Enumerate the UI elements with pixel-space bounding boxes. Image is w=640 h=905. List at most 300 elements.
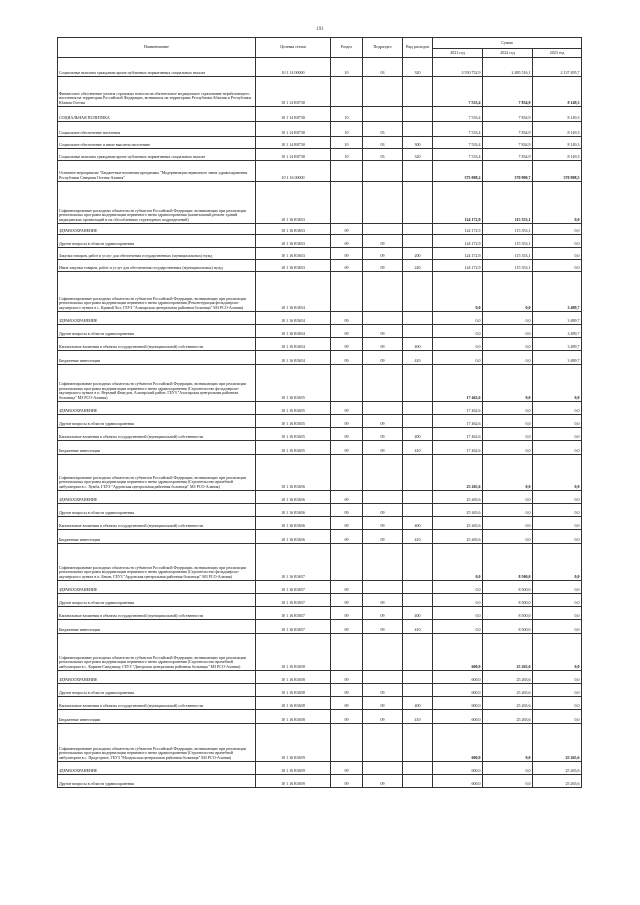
row-code: 10 1 16 R3657 bbox=[256, 620, 331, 634]
row-code: 10 1 16 R3655 bbox=[256, 441, 331, 455]
row-code: 10 1 16 R3656 bbox=[256, 491, 331, 504]
table-row bbox=[58, 517, 582, 530]
table-row bbox=[58, 697, 582, 710]
row-section: 09 bbox=[331, 235, 363, 248]
row-sum-2022: 7 834,9 bbox=[483, 77, 533, 107]
table-row bbox=[58, 260, 582, 272]
header-expense-type: Вид расходов bbox=[403, 38, 433, 58]
row-sum-2023: 3 489,7 bbox=[533, 351, 582, 365]
row-sum-2022: 25 265,6 bbox=[483, 697, 533, 710]
row-sum-2021: 600,0 bbox=[433, 634, 483, 671]
table-row bbox=[58, 224, 582, 235]
row-expense-type bbox=[403, 684, 433, 697]
row-sum-2023: 25 265,6 bbox=[533, 775, 582, 788]
row-expense-type bbox=[403, 365, 433, 402]
row-code: 10 1 16 R3653 bbox=[256, 235, 331, 248]
row-section: 09 bbox=[331, 351, 363, 365]
row-expense-type: 410 bbox=[403, 351, 433, 365]
row-section bbox=[331, 455, 363, 491]
row-subsection: 03 bbox=[363, 122, 403, 137]
row-sum-2023: 0,0 bbox=[533, 620, 582, 634]
row-sum-2021: 7 533,4 bbox=[433, 137, 483, 149]
table-body bbox=[58, 58, 582, 788]
row-code: 10 1 16 R3654 bbox=[256, 312, 331, 325]
row-sum-2023: 0,0 bbox=[533, 697, 582, 710]
row-sum-2021: 25 265,6 bbox=[433, 530, 483, 544]
row-section bbox=[331, 365, 363, 402]
row-sum-2022: 2 485 516,1 bbox=[483, 58, 533, 77]
table-row bbox=[58, 607, 582, 620]
row-expense-type: 410 bbox=[403, 620, 433, 634]
row-sum-2022: 0,0 bbox=[483, 365, 533, 402]
row-sum-2021: 3 550 752,9 bbox=[433, 58, 483, 77]
row-sum-2023: 0,0 bbox=[533, 365, 582, 402]
row-subsection: 09 bbox=[363, 248, 403, 260]
row-sum-2022: 115 353,1 bbox=[483, 224, 533, 235]
row-code: 10 1 16 R3656 bbox=[256, 455, 331, 491]
row-code: 10 1 16 R3655 bbox=[256, 428, 331, 441]
row-name: Социальное обеспечение населения bbox=[58, 122, 256, 137]
row-subsection bbox=[363, 491, 403, 504]
row-sum-2021: 7 533,4 bbox=[433, 122, 483, 137]
row-name: Капитальные вложения в объекты государственной (муниципальной) собственности bbox=[58, 338, 256, 351]
row-code: 10 1 14 R0730 bbox=[256, 137, 331, 149]
row-name: Капитальные вложения в объекты государственной (муниципальной) собственности bbox=[58, 517, 256, 530]
row-expense-type: 320 bbox=[403, 58, 433, 77]
row-name: Закупка товаров, работ и услуг для обеспечения государственных (муниципальных) нужд bbox=[58, 248, 256, 260]
row-section: 09 bbox=[331, 248, 363, 260]
row-sum-2021: 0,0 bbox=[433, 325, 483, 338]
row-code: 10 1 16 R3654 bbox=[256, 272, 331, 312]
row-name: Социальные выплаты гражданам кроме публичных нормативных социальных выплат bbox=[58, 58, 256, 77]
row-section: 09 bbox=[331, 260, 363, 272]
row-name: ЗДРАВООХРАНЕНИЕ bbox=[58, 402, 256, 415]
row-name: ЗДРАВООХРАНЕНИЕ bbox=[58, 491, 256, 504]
row-expense-type: 200 bbox=[403, 248, 433, 260]
row-sum-2023: 2 137 495,7 bbox=[533, 58, 582, 77]
row-code: 10 1 16 R3659 bbox=[256, 762, 331, 775]
row-name: Капитальные вложения в объекты государственной (муниципальной) собственности bbox=[58, 607, 256, 620]
row-sum-2021: 25 265,6 bbox=[433, 455, 483, 491]
row-name: Иные закупки товаров, работ и услуг для обеспечения государственных (муниципальных) нужд bbox=[58, 260, 256, 272]
row-sum-2023: 0,0 bbox=[533, 517, 582, 530]
row-name: Софинансирование расходных обязательств субъектов Российской Федерации, возникающих при реализации региональных программ модернизации первичного звена здравоохранения (Реконструкция фельдшерско-акушерского пункта в с. Кривой Хоз, ГБУЗ "Алагирская центральная районная больница" МЗ РСО-Алания) bbox=[58, 272, 256, 312]
row-sum-2022: 25 265,6 bbox=[483, 634, 533, 671]
row-section: 09 bbox=[331, 312, 363, 325]
row-section: 09 bbox=[331, 671, 363, 684]
row-sum-2022: 7 834,9 bbox=[483, 122, 533, 137]
row-name: ЗДРАВООХРАНЕНИЕ bbox=[58, 224, 256, 235]
row-section: 09 bbox=[331, 338, 363, 351]
row-section: 09 bbox=[331, 224, 363, 235]
row-section: 09 bbox=[331, 491, 363, 504]
row-section: 09 bbox=[331, 504, 363, 517]
row-sum-2023: 0,0 bbox=[533, 594, 582, 607]
row-code: 10 1 16 R3658 bbox=[256, 634, 331, 671]
row-name: ЗДРАВООХРАНЕНИЕ bbox=[58, 581, 256, 594]
row-sum-2021: 600,0 bbox=[433, 671, 483, 684]
row-subsection: 09 bbox=[363, 351, 403, 365]
row-code: 10 1 16 R3657 bbox=[256, 594, 331, 607]
row-expense-type: 300 bbox=[403, 137, 433, 149]
row-expense-type: 410 bbox=[403, 710, 433, 724]
row-sum-2023: 0,0 bbox=[533, 260, 582, 272]
row-subsection: 09 bbox=[363, 235, 403, 248]
row-name: Софинансирование расходных обязательств субъектов Российской Федерации, возникающих при реализации региональных программ модернизации первичного звена здравоохранения (Строительство фельдшерско-акушерского пункта в п. Бекан, ГБУЗ "Ардонская центральная районная больница" МЗ РСО-Алания) bbox=[58, 544, 256, 581]
row-expense-type bbox=[403, 182, 433, 224]
table-row bbox=[58, 491, 582, 504]
table-row bbox=[58, 58, 582, 77]
row-expense-type: 410 bbox=[403, 530, 433, 544]
row-code: 10 1 16 R3656 bbox=[256, 517, 331, 530]
row-subsection: 09 bbox=[363, 697, 403, 710]
row-sum-2022: 0,0 bbox=[483, 762, 533, 775]
row-expense-type bbox=[403, 325, 433, 338]
row-code: 10 1 14 R0730 bbox=[256, 149, 331, 161]
row-section: 09 bbox=[331, 775, 363, 788]
row-subsection: 09 bbox=[363, 620, 403, 634]
row-sum-2021: 17 462,6 bbox=[433, 365, 483, 402]
row-subsection bbox=[363, 581, 403, 594]
row-sum-2021: 25 265,6 bbox=[433, 504, 483, 517]
table-row bbox=[58, 544, 582, 581]
table-row bbox=[58, 149, 582, 161]
row-name: Бюджетные инвестиции bbox=[58, 351, 256, 365]
row-section bbox=[331, 182, 363, 224]
row-sum-2023: 0,0 bbox=[533, 224, 582, 235]
row-section: 10 bbox=[331, 137, 363, 149]
row-expense-type bbox=[403, 504, 433, 517]
row-sum-2022: 7 834,9 bbox=[483, 137, 533, 149]
row-name: Капитальные вложения в объекты государственной (муниципальной) собственности bbox=[58, 428, 256, 441]
row-sum-2023: 3 489,7 bbox=[533, 338, 582, 351]
row-sum-2022: 0,0 bbox=[483, 402, 533, 415]
row-expense-type: 320 bbox=[403, 149, 433, 161]
row-sum-2021: 124 172,9 bbox=[433, 260, 483, 272]
table-row bbox=[58, 312, 582, 325]
row-section: 09 bbox=[331, 762, 363, 775]
table-row bbox=[58, 122, 582, 137]
row-subsection bbox=[363, 762, 403, 775]
row-code: 10 1 16 R3658 bbox=[256, 710, 331, 724]
row-sum-2023: 3 489,7 bbox=[533, 272, 582, 312]
row-expense-type bbox=[403, 762, 433, 775]
row-subsection: 09 bbox=[363, 428, 403, 441]
row-sum-2023: 25 265,6 bbox=[533, 762, 582, 775]
row-sum-2022: 8 500,0 bbox=[483, 594, 533, 607]
row-subsection bbox=[363, 224, 403, 235]
row-sum-2023: 0,0 bbox=[533, 491, 582, 504]
row-expense-type bbox=[403, 415, 433, 428]
row-sum-2023: 0,0 bbox=[533, 607, 582, 620]
row-sum-2022: 0,0 bbox=[483, 724, 533, 762]
table-row bbox=[58, 530, 582, 544]
row-code: 10 1 16 R3658 bbox=[256, 684, 331, 697]
row-sum-2023: 0,0 bbox=[533, 581, 582, 594]
row-section bbox=[331, 724, 363, 762]
row-expense-type bbox=[403, 491, 433, 504]
row-section bbox=[331, 161, 363, 182]
row-code: 10 1 14 R0730 bbox=[256, 122, 331, 137]
row-expense-type bbox=[403, 235, 433, 248]
row-subsection: 03 bbox=[363, 149, 403, 161]
row-sum-2022: 7 834,9 bbox=[483, 107, 533, 122]
row-sum-2022: 0,0 bbox=[483, 530, 533, 544]
row-sum-2021: 600,0 bbox=[433, 710, 483, 724]
row-subsection bbox=[363, 544, 403, 581]
row-section: 09 bbox=[331, 428, 363, 441]
table-row bbox=[58, 365, 582, 402]
row-sum-2021: 7 533,4 bbox=[433, 149, 483, 161]
row-section: 09 bbox=[331, 441, 363, 455]
row-code: 10 1 16 R3654 bbox=[256, 338, 331, 351]
row-sum-2023: 0,0 bbox=[533, 441, 582, 455]
row-sum-2023: 0,0 bbox=[533, 710, 582, 724]
row-sum-2021: 0,0 bbox=[433, 594, 483, 607]
row-sum-2023: 370 908,5 bbox=[533, 161, 582, 182]
row-expense-type bbox=[403, 161, 433, 182]
table-row bbox=[58, 620, 582, 634]
header-code: Целевая статья bbox=[256, 38, 331, 58]
row-expense-type: 400 bbox=[403, 517, 433, 530]
row-sum-2021: 124 172,9 bbox=[433, 182, 483, 224]
row-sum-2022: 8 500,0 bbox=[483, 581, 533, 594]
row-code: 10 1 16 R3659 bbox=[256, 775, 331, 788]
row-sum-2023: 8 149,3 bbox=[533, 107, 582, 122]
row-expense-type bbox=[403, 77, 433, 107]
table-row bbox=[58, 338, 582, 351]
row-expense-type: 400 bbox=[403, 428, 433, 441]
row-subsection bbox=[363, 182, 403, 224]
row-sum-2022: 25 265,6 bbox=[483, 710, 533, 724]
row-name: Другие вопросы в области здравоохранения bbox=[58, 235, 256, 248]
row-subsection bbox=[363, 724, 403, 762]
row-expense-type: 400 bbox=[403, 697, 433, 710]
row-expense-type bbox=[403, 544, 433, 581]
row-subsection bbox=[363, 402, 403, 415]
row-code: 10 1 16 00000 bbox=[256, 161, 331, 182]
row-expense-type bbox=[403, 402, 433, 415]
row-section: 09 bbox=[331, 710, 363, 724]
row-code: 10 1 16 R3656 bbox=[256, 530, 331, 544]
row-name: Бюджетные инвестиции bbox=[58, 530, 256, 544]
table-row bbox=[58, 77, 582, 107]
row-name: Финансовое обеспечение уплаты страховых взносов на обязательное медицинское страхование неработающего населения на территории Российской Федерации, возникших на территориях Республики Абхазия и Республики Южная Осетия bbox=[58, 77, 256, 107]
row-subsection bbox=[363, 107, 403, 122]
row-name: Софинансирование расходных обязательств субъектов Российской Федерации, возникающих при реализации региональных программ модернизации первичного звена здравоохранения (Строительство врачебной амбулатории в с. Хумба, ГБУЗ "Ардонская центральная районная больница" МЗ РСО-Алания) bbox=[58, 455, 256, 491]
table-row bbox=[58, 107, 582, 122]
row-sum-2021: 17 462,6 bbox=[433, 428, 483, 441]
row-code: 10 1 16 R3653 bbox=[256, 260, 331, 272]
row-sum-2021: 0,0 bbox=[433, 620, 483, 634]
row-code: 10 1 16 R3657 bbox=[256, 581, 331, 594]
row-section: 09 bbox=[331, 594, 363, 607]
row-expense-type bbox=[403, 594, 433, 607]
row-sum-2023: 0,0 bbox=[533, 544, 582, 581]
row-section: 09 bbox=[331, 415, 363, 428]
budget-table bbox=[57, 37, 582, 788]
table-row bbox=[58, 504, 582, 517]
row-sum-2023: 0,0 bbox=[533, 248, 582, 260]
row-name: ЗДРАВООХРАНЕНИЕ bbox=[58, 671, 256, 684]
row-sum-2021: 600,0 bbox=[433, 697, 483, 710]
row-sum-2022: 0,0 bbox=[483, 272, 533, 312]
row-code: 10 1 16 R3655 bbox=[256, 365, 331, 402]
row-subsection bbox=[363, 77, 403, 107]
row-subsection: 09 bbox=[363, 260, 403, 272]
row-section bbox=[331, 77, 363, 107]
table-row bbox=[58, 272, 582, 312]
row-subsection bbox=[363, 634, 403, 671]
row-sum-2023: 8 149,3 bbox=[533, 137, 582, 149]
row-expense-type bbox=[403, 455, 433, 491]
row-sum-2023: 0,0 bbox=[533, 504, 582, 517]
row-sum-2021: 25 265,6 bbox=[433, 491, 483, 504]
table-row bbox=[58, 724, 582, 762]
row-code: 10 1 16 R3656 bbox=[256, 504, 331, 517]
row-sum-2021: 0,0 bbox=[433, 351, 483, 365]
row-sum-2021: 7 533,4 bbox=[433, 107, 483, 122]
row-expense-type bbox=[403, 775, 433, 788]
row-expense-type bbox=[403, 122, 433, 137]
row-code: 10 1 16 R3654 bbox=[256, 325, 331, 338]
row-name: Другие вопросы в области здравоохранения bbox=[58, 415, 256, 428]
row-name: Капитальные вложения в объекты государственной (муниципальной) собственности bbox=[58, 697, 256, 710]
table-row bbox=[58, 594, 582, 607]
row-section: 09 bbox=[331, 402, 363, 415]
header-subsection: Подраздел bbox=[363, 38, 403, 58]
table-row bbox=[58, 415, 582, 428]
row-section: 09 bbox=[331, 517, 363, 530]
row-name: ЗДРАВООХРАНЕНИЕ bbox=[58, 762, 256, 775]
row-sum-2023: 0,0 bbox=[533, 402, 582, 415]
table-row bbox=[58, 441, 582, 455]
row-subsection: 09 bbox=[363, 504, 403, 517]
table-row bbox=[58, 428, 582, 441]
row-sum-2023: 25 265,6 bbox=[533, 724, 582, 762]
row-sum-2023: 0,0 bbox=[533, 684, 582, 697]
row-expense-type bbox=[403, 312, 433, 325]
row-sum-2021: 0,0 bbox=[433, 544, 483, 581]
row-expense-type bbox=[403, 724, 433, 762]
row-code: 10 1 14 R0730 bbox=[256, 77, 331, 107]
row-sum-2022: 25 265,6 bbox=[483, 684, 533, 697]
row-sum-2023: 0,0 bbox=[533, 530, 582, 544]
row-subsection: 09 bbox=[363, 684, 403, 697]
row-name: Другие вопросы в области здравоохранения bbox=[58, 775, 256, 788]
row-section: 09 bbox=[331, 325, 363, 338]
row-name: Софинансирование расходных обязательств субъектов Российской Федерации, возникающих при реализации региональных программ модернизации первичного звена здравоохранения (Строительство врачебной амбулатории в с. Карман-Синдзикау, ГБУЗ "Дигорская центральная районная больница" МЗ РСО-Алания) bbox=[58, 634, 256, 671]
table-row bbox=[58, 455, 582, 491]
header-section: Раздел bbox=[331, 38, 363, 58]
row-subsection: 09 bbox=[363, 415, 403, 428]
row-code: 10 1 16 R3655 bbox=[256, 415, 331, 428]
row-sum-2023: 3 489,7 bbox=[533, 312, 582, 325]
row-sum-2021: 600,0 bbox=[433, 762, 483, 775]
row-sum-2023: 0,0 bbox=[533, 182, 582, 224]
header-sum: Сумма bbox=[433, 38, 582, 49]
row-sum-2022: 0,0 bbox=[483, 338, 533, 351]
row-sum-2022: 0,0 bbox=[483, 455, 533, 491]
row-name: Другие вопросы в области здравоохранения bbox=[58, 594, 256, 607]
row-sum-2022: 0,0 bbox=[483, 325, 533, 338]
row-expense-type: 400 bbox=[403, 607, 433, 620]
row-sum-2021: 0,0 bbox=[433, 272, 483, 312]
table-row bbox=[58, 634, 582, 671]
row-sum-2023: 8 149,3 bbox=[533, 77, 582, 107]
row-section: 09 bbox=[331, 581, 363, 594]
row-sum-2021: 17 462,6 bbox=[433, 415, 483, 428]
header-name: Наименование bbox=[58, 38, 256, 58]
row-sum-2022: 0,0 bbox=[483, 517, 533, 530]
row-code: 10 1 16 R3655 bbox=[256, 402, 331, 415]
row-section: 09 bbox=[331, 684, 363, 697]
row-sum-2022: 8 500,0 bbox=[483, 544, 533, 581]
row-expense-type bbox=[403, 671, 433, 684]
row-subsection: 09 bbox=[363, 325, 403, 338]
row-name: Другие вопросы в области здравоохранения bbox=[58, 684, 256, 697]
row-section: 09 bbox=[331, 530, 363, 544]
header-year-2022: 2022 год bbox=[483, 49, 533, 58]
row-section bbox=[331, 544, 363, 581]
row-sum-2023: 0,0 bbox=[533, 428, 582, 441]
row-sum-2021: 7 533,4 bbox=[433, 77, 483, 107]
table-row bbox=[58, 182, 582, 224]
row-sum-2021: 600,0 bbox=[433, 775, 483, 788]
row-expense-type: 400 bbox=[403, 338, 433, 351]
row-sum-2023: 8 149,3 bbox=[533, 149, 582, 161]
row-subsection: 09 bbox=[363, 441, 403, 455]
row-sum-2021: 17 462,6 bbox=[433, 402, 483, 415]
row-section: 09 bbox=[331, 697, 363, 710]
row-subsection: 03 bbox=[363, 137, 403, 149]
row-expense-type: 240 bbox=[403, 260, 433, 272]
row-section bbox=[331, 634, 363, 671]
row-sum-2022: 25 265,6 bbox=[483, 671, 533, 684]
row-name: Софинансирование расходных обязательств субъектов Российской Федерации, возникающих при реализации региональных программ модернизации первичного звена здравоохранения (капитальный ремонт зданий медицинских организаций и их обособленных структурных подразделений) bbox=[58, 182, 256, 224]
row-sum-2021: 600,0 bbox=[433, 684, 483, 697]
row-sum-2021: 600,0 bbox=[433, 724, 483, 762]
row-code: 10 1 16 R3653 bbox=[256, 224, 331, 235]
row-name: ЗДРАВООХРАНЕНИЕ bbox=[58, 312, 256, 325]
table-row bbox=[58, 235, 582, 248]
row-name: Бюджетные инвестиции bbox=[58, 620, 256, 634]
row-name: Бюджетные инвестиции bbox=[58, 441, 256, 455]
page-number: 191 bbox=[316, 27, 324, 32]
row-sum-2022: 0,0 bbox=[483, 504, 533, 517]
row-name: Софинансирование расходных обязательств субъектов Российской Федерации, возникающих при реализации региональных программ модернизации первичного звена здравоохранения (Строительство врачебной амбулатории в с. Прадгорное, ГБУЗ "Моздокская центральная районная больница" МЗ РСО-Алания) bbox=[58, 724, 256, 762]
table-row bbox=[58, 710, 582, 724]
row-sum-2022: 7 834,9 bbox=[483, 149, 533, 161]
row-sum-2022: 0,0 bbox=[483, 351, 533, 365]
row-section: 10 bbox=[331, 58, 363, 77]
row-name: СОЦИАЛЬНАЯ ПОЛИТИКА bbox=[58, 107, 256, 122]
row-expense-type bbox=[403, 634, 433, 671]
row-subsection: 09 bbox=[363, 517, 403, 530]
row-expense-type bbox=[403, 272, 433, 312]
row-subsection: 09 bbox=[363, 607, 403, 620]
row-subsection bbox=[363, 365, 403, 402]
row-expense-type bbox=[403, 581, 433, 594]
row-sum-2021: 0,0 bbox=[433, 581, 483, 594]
row-expense-type bbox=[403, 107, 433, 122]
row-subsection: 09 bbox=[363, 775, 403, 788]
table-row bbox=[58, 351, 582, 365]
row-section: 09 bbox=[331, 620, 363, 634]
row-section: 10 bbox=[331, 107, 363, 122]
row-sum-2022: 115 353,1 bbox=[483, 248, 533, 260]
row-subsection bbox=[363, 161, 403, 182]
